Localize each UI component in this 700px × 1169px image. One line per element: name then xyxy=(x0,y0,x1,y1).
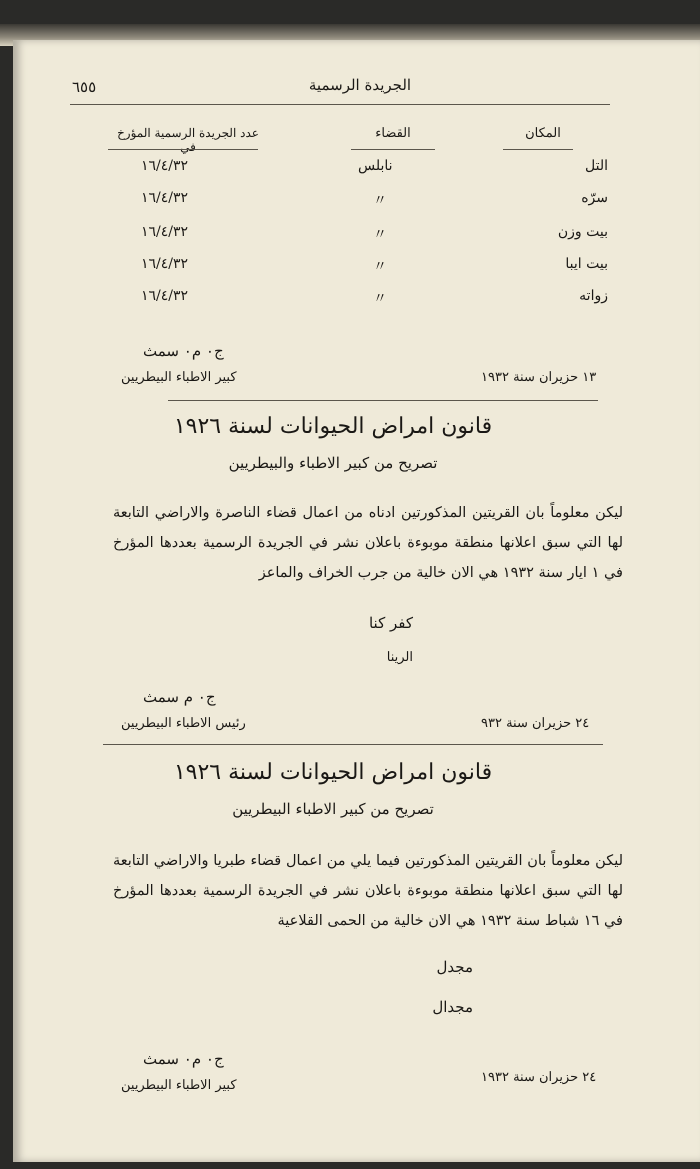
signature-title: كبير الاطباء البيطريين xyxy=(121,370,237,385)
journal-title: الجريدة الرسمية xyxy=(308,76,412,94)
row-place: بيت ايبا xyxy=(565,256,608,272)
law-subtitle: تصريح من كبير الاطباء والبيطريين xyxy=(228,454,438,472)
document-page xyxy=(13,40,700,1162)
declaration-paragraph: ليكن معلوماً بان القريتين المذكورتين فيما يلي من اعمال قضاء طبريا والاراضي التابعة لها التي سبق اعلانها منطقة موبوءة باعلان نشر في الجريدة الرسمية بعددها المؤرخ في ١٦ شباط سنة ١٩٣٢ هي الان خالية من الحمى القلاعية xyxy=(113,853,623,929)
row-date: ١٦/٤/٣٢ xyxy=(141,190,189,206)
signature-title: كبير الاطباء البيطريين xyxy=(121,1078,237,1093)
column-rule-district xyxy=(351,149,435,150)
row-place: سرّه xyxy=(581,190,608,206)
village-name: مجدال xyxy=(432,998,473,1016)
row-date: ١٦/٤/٣٢ xyxy=(141,158,189,174)
table-row xyxy=(13,224,700,252)
table-row xyxy=(13,288,700,316)
section-divider xyxy=(103,744,603,745)
row-date: ١٦/٤/٣٢ xyxy=(141,224,189,240)
table-row xyxy=(13,190,700,218)
page-number: ٦٥٥ xyxy=(72,78,97,96)
table-row xyxy=(13,158,700,186)
signature-name: ج٠ م سمث xyxy=(143,688,216,706)
header-rule xyxy=(70,104,610,105)
column-header-gazette-date: عدد الجريدة الرسمية المؤرخ في xyxy=(117,126,259,154)
signature-name: ج٠ م٠ سمث xyxy=(143,1050,224,1068)
row-place: بيت وزن xyxy=(557,224,608,240)
law-title: قانون امراض الحيوانات لسنة ١٩٢٦ xyxy=(173,760,493,785)
row-district: 〃 xyxy=(373,227,387,243)
signature-name: ج٠ م٠ سمث xyxy=(143,342,224,360)
village-name: كفر كنا xyxy=(368,614,413,632)
law-title: قانون امراض الحيوانات لسنة ١٩٢٦ xyxy=(173,414,493,439)
village-name: الرينا xyxy=(386,650,413,665)
row-district: 〃 xyxy=(373,259,387,275)
column-rule-place xyxy=(503,149,573,150)
column-header-place: المكان xyxy=(525,126,561,141)
row-district: نابلس xyxy=(358,158,393,174)
row-district: 〃 xyxy=(373,291,387,307)
table-row xyxy=(13,256,700,284)
village-name: مجدل xyxy=(436,958,473,976)
column-rule-gazette-date xyxy=(108,149,258,150)
row-date: ١٦/٤/٣٢ xyxy=(141,288,189,304)
signature-date: ٢٤ حزيران سنة ١٩٣٢ xyxy=(481,1070,597,1085)
law-subtitle: تصريح من كبير الاطباء البيطريين xyxy=(232,800,434,818)
row-district: 〃 xyxy=(373,193,387,209)
row-place: التل xyxy=(585,158,608,174)
column-header-district: القضاء xyxy=(375,126,411,141)
declaration-paragraph: ليكن معلوماً بان القريتين المذكورتين ادناه من اعمال قضاء الناصرة والاراضي التابعة لها التي سبق اعلانها منطقة موبوءة باعلان نشر في الجريدة الرسمية بعددها المؤرخ في ١ ايار سنة ١٩٣٢ هي الان خالية من جرب الخراف والماعز xyxy=(113,505,623,581)
signature-date: ٢٤ حزيران سنة ٩٣٢ xyxy=(481,716,590,731)
signature-title: رئيس الاطباء البيطريين xyxy=(121,716,246,731)
section-divider xyxy=(168,400,598,401)
row-date: ١٦/٤/٣٢ xyxy=(141,256,189,272)
row-place: زواته xyxy=(579,288,608,304)
signature-date: ١٣ حزيران سنة ١٩٣٢ xyxy=(481,370,597,385)
